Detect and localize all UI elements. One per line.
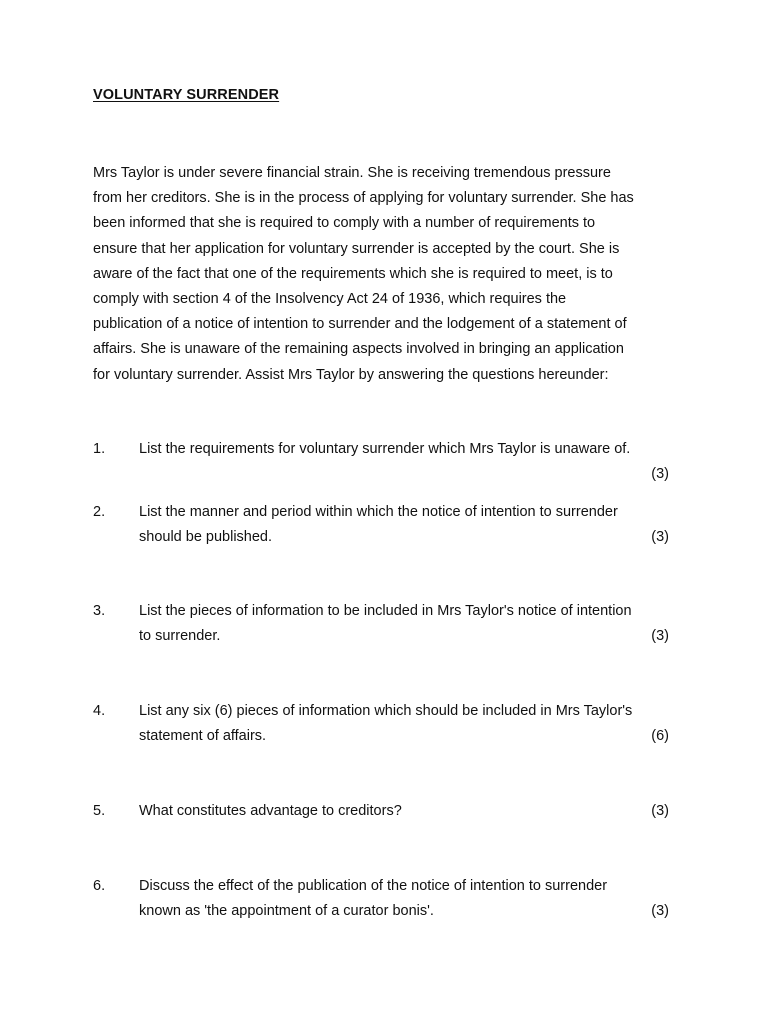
question-text: List the manner and period within which the notice of intention to surrender — [139, 504, 618, 520]
question-text: List any six (6) pieces of information which should be included in Mrs Taylor's — [139, 703, 633, 719]
question-5 — [93, 799, 673, 824]
question-number: 2. — [93, 504, 106, 520]
question-text-line-2 — [139, 724, 673, 749]
question-3 — [93, 599, 673, 650]
question-marks: (3) — [651, 903, 669, 920]
question-6 — [93, 874, 673, 925]
question-text-line-2 — [139, 462, 673, 487]
question-4 — [93, 699, 673, 750]
question-marks: (3) — [651, 803, 669, 819]
intro-line: publication of a notice of intention to surrender and the lodgement of a statement of — [93, 316, 627, 333]
question-text: should be published. — [139, 529, 273, 546]
question-marks: (3) — [651, 466, 669, 483]
question-text: List the requirements for voluntary surrender which Mrs Taylor is unaware of. — [139, 441, 631, 457]
question-number: 4. — [93, 703, 106, 719]
question-number: 5. — [93, 803, 106, 819]
intro-line: Mrs Taylor is under severe financial strain. She is receiving tremendous pressure — [93, 165, 611, 181]
question-text-line-2 — [139, 899, 673, 924]
question-marks: (3) — [651, 628, 669, 645]
intro-line: from her creditors. She is in the process of applying for voluntary surrender. She has — [93, 190, 634, 207]
question-text: What constitutes advantage to creditors? — [139, 803, 402, 819]
question-text: Discuss the effect of the publication of the notice of intention to surrender — [139, 878, 608, 894]
intro-line: for voluntary surrender. Assist Mrs Taylor by answering the questions hereunder: — [93, 366, 609, 383]
question-text: to surrender. — [139, 628, 221, 645]
question-text-line-1 — [139, 799, 673, 824]
question-marks: (6) — [651, 728, 669, 745]
question-1 — [93, 437, 673, 488]
question-text: List the pieces of information to be included in Mrs Taylor's notice of intention — [139, 603, 632, 619]
intro-line: comply with section 4 of the Insolvency Act 24 of 1936, which requires the — [93, 291, 567, 308]
intro-line: affairs. She is unaware of the remaining aspects involved in bringing an application — [93, 341, 624, 358]
question-text-line-2 — [139, 624, 673, 649]
question-number: 1. — [93, 441, 106, 457]
question-marks: (3) — [651, 529, 669, 546]
intro-line: aware of the fact that one of the requirements which she is required to meet, is to — [93, 265, 613, 282]
intro-paragraph — [93, 161, 683, 388]
question-2 — [93, 500, 673, 551]
document-title: VOLUNTARY SURRENDER — [93, 87, 280, 103]
intro-line: been informed that she is required to comply with a number of requirements to — [93, 215, 596, 232]
question-text-line-2 — [139, 525, 673, 550]
intro-line: ensure that her application for voluntary surrender is accepted by the court. She is — [93, 240, 620, 257]
question-text: statement of affairs. — [139, 728, 267, 745]
question-number: 6. — [93, 878, 106, 894]
question-text: known as 'the appointment of a curator bonis'. — [139, 903, 434, 920]
question-number: 3. — [93, 603, 106, 619]
